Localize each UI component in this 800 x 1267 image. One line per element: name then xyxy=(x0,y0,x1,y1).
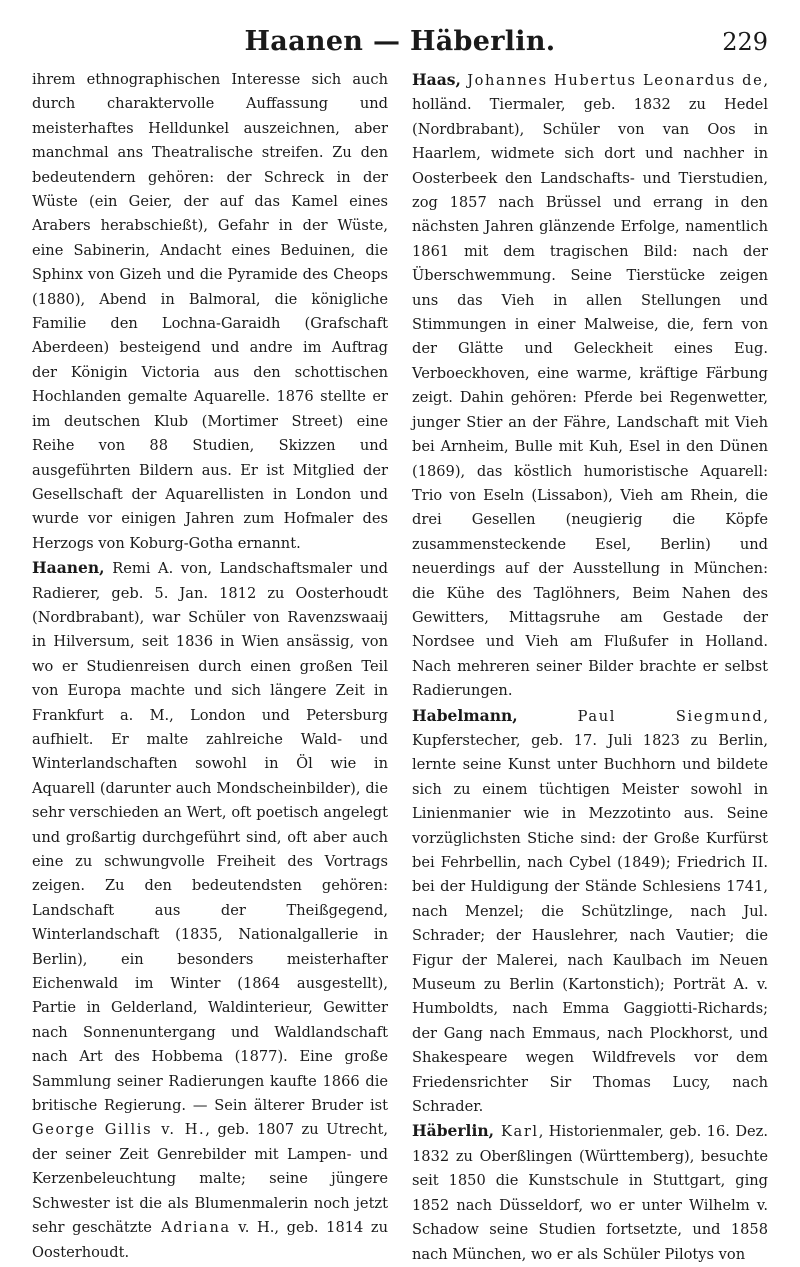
name-adriana: Adriana xyxy=(151,1219,231,1237)
name-haeberlin: Karl xyxy=(494,1123,539,1141)
entry-haanen xyxy=(32,556,388,1265)
left-column xyxy=(32,68,389,1261)
running-head: Haanen — Häberlin. xyxy=(244,26,556,57)
headword-habelmann: Habelmann, xyxy=(412,705,518,725)
name-haas: Johannes Hubertus Leonardus de xyxy=(460,72,764,89)
entry-haanen-text-3: v. H., geb. 1814 zu Oosterhoudt. xyxy=(32,1219,388,1261)
entry-haas-text: , holländ. Tiermaler, geb. 1832 zu Hedel (Nordbrabant), Schüler von van Oos in Haarlem, widmete sich dort und nachher in Oosterbeek den Landschafts- und Tierstudien, zog 1857 nach Brüssel und errang in den nächsten Jahren glänzende Erfolge, namentlich 1861 mit dem tragischen Bild: nach der Überschwemmung. Seine Tierstücke zeigen uns das Vieh in allen Stellungen und Stimmungen in einer Malweise, die, fern von der Glätte und Geleckheit eines Eug. Verboeckhoven, eine warme, kräftige Färbung zeigt. Dahin gehören: Pferde bei Regenwetter, junger Stier an der Fähre, Landschaft mit Vieh bei Arnheim, Bulle mit Kuh, Esel in den Dünen (1869), das köstlich humoristische Aquarell: Trio von Eseln (Lissabon), Vieh am Rhein, die drei Gesellen (neugierig die Köpfe zusammensteckende Esel, Berlin) und neuerdings auf der Ausstellung in München: die Kühe des Taglöhners, Beim Nahen des Gewitters, Mittagsruhe am Gestade der Nordsee und Vieh am Flußufer in Holland. Nach mehreren seiner Bilder brachte er selbst Radierungen. xyxy=(412,72,768,700)
entry-haeberlin xyxy=(412,1119,768,1266)
name-george-gillis: George Gillis v. H. xyxy=(32,1121,206,1139)
page-number: 229 xyxy=(722,28,768,56)
entry-habelmann xyxy=(412,704,768,1120)
page-header xyxy=(32,26,768,66)
entry-haeberlin-text: , Historienmaler, geb. 16. Dez. 1832 zu Oberßlingen (Württemberg), besuchte seit 1850 die Kunstschule in Stuttgart, ging 1852 nach Düsseldorf, wo er unter Wilhelm v. Schadow seine Studien fortsetzte, und 1858 nach München, wo er als Schüler Pilotys von xyxy=(412,1123,768,1263)
right-column xyxy=(412,68,768,1263)
continuation-text: ihrem ethnographischen Interesse sich auch durch charaktervolle Auffassung und meisterhaftes Helldunkel auszeichnen, aber manchmal ans Theatralische streifen. Zu den bedeutendern gehören: der Schreck in der Wüste (ein Geier, der auf das Kamel eines Arabers herabschießt), Gefahr in der Wüste, eine Sabinerin, Andacht eines Beduinen, die Sphinx von Gizeh und die Pyramide des Cheops (1880), Abend in Balmoral, die königliche Familie den Lochna-Garaidh (Grafschaft Aberdeen) besteigend und andre im Auftrag der Königin Victoria aus den schottischen Hochlanden gemalte Aquarelle. 1876 stellte er im deutschen Klub (Mortimer Street) eine Reihe von 88 Studien, Skizzen und ausgeführten Bildern aus. Er ist Mitglied der Gesellschaft der Aquarellisten in London und wurde vor einigen Jahren zum Hofmaler des Herzogs von Koburg-Gotha ernannt. xyxy=(32,71,388,552)
headword-haeberlin: Häberlin, xyxy=(412,1121,494,1141)
entry-habelmann-text: , Kupferstecher, geb. 17. Juli 1823 zu Berlin, lernte seine Kunst unter Buchhorn und bildete sich zu einem tüchtigen Meister sowohl in Linienmanier wie in Mezzotinto aus. Seine vorzüglichsten Stiche sind: der Große Kurfürst bei Fehrbellin, nach Cybel (1849); Friedrich II. bei der Huldigung der Stände Schlesiens 1741, nach Menzel; die Schützlinge, nach Jul. Schrader; der Hauslehrer, nach Vautier; die Figur der Malerei, nach Kaulbach im Neuen Museum zu Berlin (Kartonstich); Porträt A. v. Humboldts, nach Emma Gaggiotti-Richards; der Gang nach Emmaus, nach Plockhorst, und Shakespeare wegen Wildfrevels vor dem Friedensrichter Sir Thomas Lucy, nach Schrader. xyxy=(412,707,768,1116)
continuation-paragraph xyxy=(32,68,388,556)
entry-haanen-text: Remi A. von, Landschaftsmaler und Radierer, geb. 5. Jan. 1812 zu Oosterhoudt (Nordbrabant), war Schüler von Ravenzswaaij in Hilversum, seit 1836 in Wien ansässig, von wo er Studienreisen durch einen großen Teil von Europa machte und sich längere Zeit in Frankfurt a. M., London und Petersburg aufhielt. Er malte zahlreiche Wald- und Winterlandschaften sowohl in Öl wie in Aquarell (darunter auch Mondscheinbilder), die sehr verschieden an Wert, oft poetisch angelegt und großartig durchgeführt sind, oft aber auch eine zu schwungvolle Freiheit des Vortrags zeigen. Zu den bedeutendsten gehören: Landschaft aus der Theißgegend, Winterlandschaft (1835, Nationalgallerie in Berlin), ein besonders meisterhafter Eichenwald im Winter (1864 ausgestellt), Partie in Gelderland, Waldinterieur, Gewitter nach Sonnenuntergang und Waldlandschaft nach Art des Hobbema (1877). Eine große Sammlung seiner Radierungen kaufte 1866 die britische Regierung. — Sein älterer Bruder ist xyxy=(32,560,388,1115)
entry-haas xyxy=(412,68,768,704)
name-habelmann: Paul Siegmund xyxy=(517,707,764,725)
headword-haanen: Haanen, xyxy=(32,558,105,578)
headword-haas: Haas, xyxy=(412,70,461,89)
text-columns xyxy=(32,68,768,1263)
entry-haanen-text-2: , geb. 1807 zu Utrecht, der seiner Zeit Genrebilder mit Lampen- und Kerzenbeleuchtung malte; seine jüngere Schwester ist die als Blumenmalerin noch jetzt sehr geschätzte xyxy=(32,1121,389,1237)
